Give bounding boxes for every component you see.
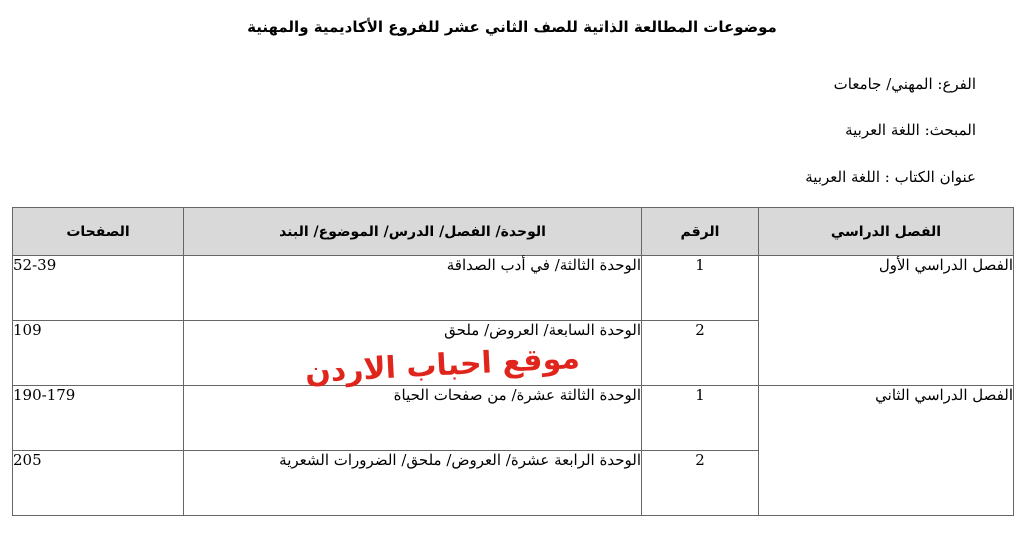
semester-cell: الفصل الدراسي الأول: [759, 256, 1014, 386]
unit-cell: الوحدة السابعة/ العروض/ ملحق: [184, 321, 642, 386]
pages-cell: 205: [13, 451, 184, 516]
document-title: موضوعات المطالعة الذاتية للصف الثاني عشر للفروع الأكاديمية والمهنية: [247, 18, 777, 36]
pages-cell: 52-39: [13, 256, 184, 321]
header-unit: الوحدة/ الفصل/ الدرس/ الموضوع/ البند: [184, 208, 642, 256]
pages-cell: 109: [13, 321, 184, 386]
table-row: [13, 256, 1014, 321]
header-pages: الصفحات: [13, 208, 184, 256]
subject-line: المبحث: اللغة العربية: [845, 121, 976, 139]
unit-cell: الوحدة الرابعة عشرة/ العروض/ ملحق/ الضرورات الشعرية: [184, 451, 642, 516]
table-header-row: [13, 208, 1014, 256]
number-cell: 2: [642, 321, 759, 386]
header-number: الرقم: [642, 208, 759, 256]
table-row: [13, 386, 1014, 451]
book-title-line: عنوان الكتاب : اللغة العربية: [805, 168, 976, 186]
number-cell: 1: [642, 256, 759, 321]
header-semester: الفصل الدراسي: [759, 208, 1014, 256]
number-cell: 2: [642, 451, 759, 516]
semester-cell: الفصل الدراسي الثاني: [759, 386, 1014, 516]
watermark: موقع احباب الاردن: [304, 340, 581, 391]
branch-line: الفرع: المهني/ جامعات: [833, 75, 976, 93]
unit-cell: الوحدة الثالثة عشرة/ من صفحات الحياة: [184, 386, 642, 451]
pages-cell: 190-179: [13, 386, 184, 451]
unit-cell: الوحدة الثالثة/ في أدب الصداقة: [184, 256, 642, 321]
number-cell: 1: [642, 386, 759, 451]
